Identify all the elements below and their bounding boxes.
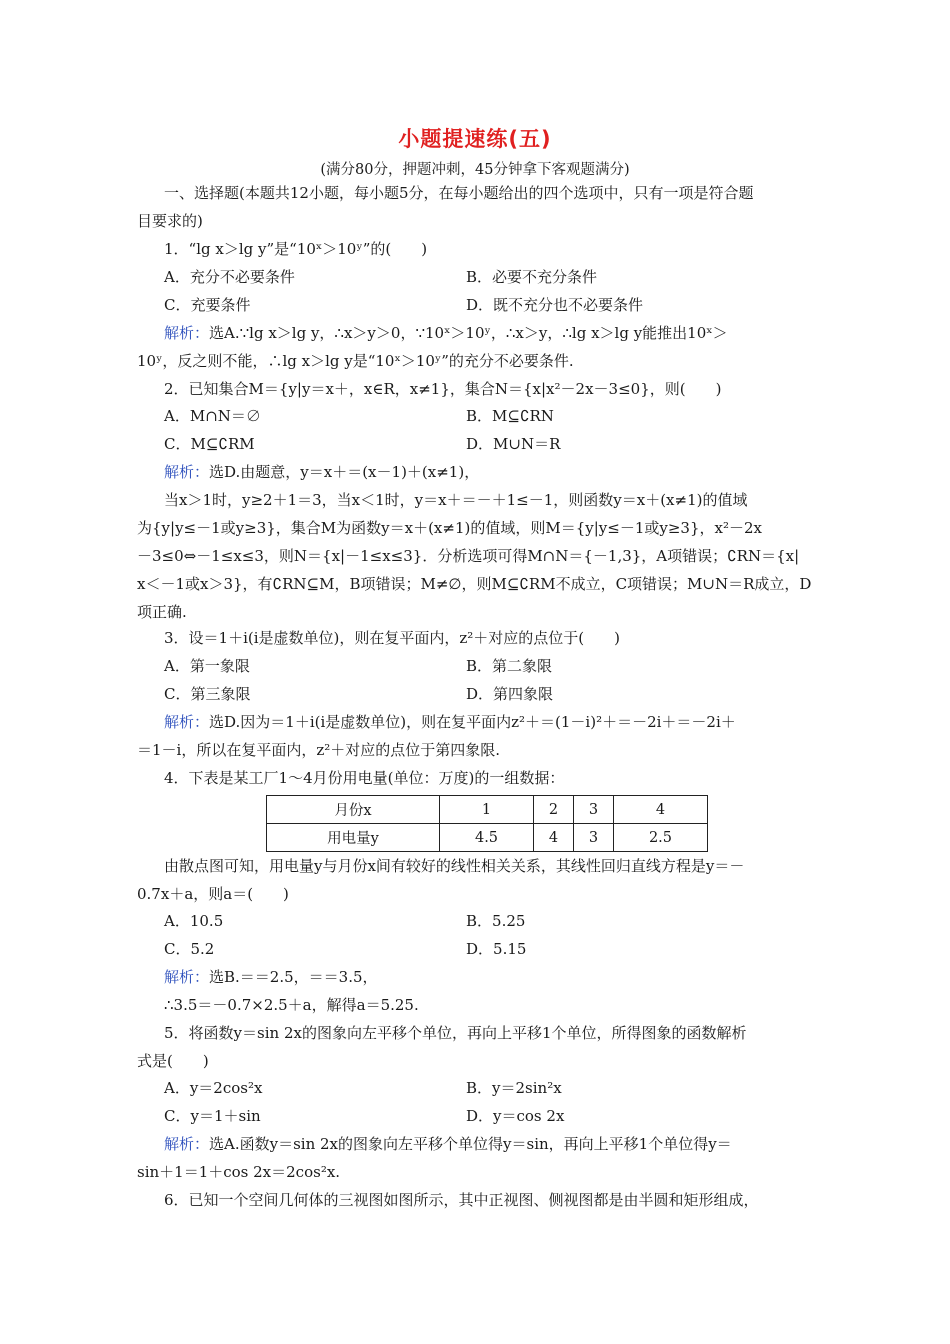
table-cell: 3 [573, 824, 613, 852]
analysis-label: 解析： [164, 463, 210, 481]
q2-option-a: A．M∩N＝∅ [164, 407, 261, 425]
q1-option-d: D．既不充分也不必要条件 [466, 296, 644, 314]
question-5-stem: 5．将函数y＝sin 2x的图象向左平移个单位，再向上平移1个单位，所得图象的函数解析 [164, 1024, 747, 1042]
table-cell: 2.5 [613, 824, 707, 852]
table-cell: 3 [573, 796, 613, 824]
table-cell: 1 [440, 796, 534, 824]
table-cell: 4.5 [440, 824, 534, 852]
q1-analysis [164, 323, 728, 343]
q2-analysis-text: 为{y|y≤－1或y≥3}，集合M为函数y＝x＋(x≠1)的值域，则M＝{y|y≤－1或y≥3}，x²－2x [137, 519, 762, 537]
q3-analysis [164, 712, 736, 732]
q1-analysis-text: 10ʸ，反之则不能，∴lg x＞lg y是“10ˣ＞10ʸ”的充分不必要条件. [137, 352, 574, 370]
q1-option-c: C．充要条件 [164, 296, 251, 314]
question-6-stem: 6．已知一个空间几何体的三视图如图所示，其中正视图、侧视图都是由半圆和矩形组成， [164, 1191, 759, 1209]
table-row [267, 824, 708, 852]
q2-option-c: C．M⊆∁RM [164, 435, 255, 453]
question-2-stem: 2．已知集合M＝{y|y＝x＋，x∈R，x≠1}，集合N＝{x|x²－2x－3≤0}，则( ) [164, 380, 722, 398]
q2-analysis-text: 选D.由题意，y＝x＋＝(x－1)＋(x≠1)， [209, 463, 480, 481]
q5-analysis-text: 选A.函数y＝sin 2x的图象向左平移个单位得y＝sin，再向上平移1个单位得y＝ [209, 1135, 732, 1153]
q3-option-b: B．第二象限 [466, 657, 553, 675]
table-cell: 4 [534, 824, 574, 852]
q4-body: 0.7x＋a，则a＝( ) [137, 885, 289, 903]
q3-analysis-text: 选D.因为＝1＋i(i是虚数单位)，则在复平面内z²＋＝(1－i)²＋＝－2i＋＝－2i＋ [209, 713, 736, 731]
analysis-label: 解析： [164, 1135, 210, 1153]
table-header-cell: 用电量y [267, 824, 440, 852]
q4-option-a: A．10.5 [164, 912, 224, 930]
q4-option-c: C．5.2 [164, 940, 215, 958]
q2-option-b: B．M⊆∁RN [466, 407, 554, 425]
q2-analysis-text: x＜－1或x＞3}，有∁RN⊆M，B项错误；M≠∅，则M⊆∁RM不成立，C项错误；M∪N＝R成立，D [137, 575, 812, 593]
question-1-stem: 1．“lg x＞lg y”是“10ˣ＞10ʸ”的( ) [164, 240, 428, 258]
q5-option-c: C．y＝1＋sin [164, 1107, 261, 1125]
q3-option-d: D．第四象限 [466, 685, 554, 703]
table-row [267, 796, 708, 824]
table-header-cell: 月份x [267, 796, 440, 824]
q3-analysis-text: ＝1－i，所以在复平面内，z²＋对应的点位于第四象限. [137, 741, 501, 759]
q2-option-d: D．M∪N＝R [466, 435, 561, 453]
question-5-stem: 式是( ) [137, 1052, 209, 1070]
q4-analysis [164, 967, 378, 987]
section-intro: 目要求的) [137, 212, 203, 230]
q1-option-b: B．必要不充分条件 [466, 268, 598, 286]
page-subtitle: (满分80分，押题冲刺，45分钟拿下客观题满分) [320, 162, 630, 178]
question-4-stem: 4．下表是某工厂1～4月份用电量(单位：万度)的一组数据： [164, 769, 565, 787]
q1-option-a: A．充分不必要条件 [164, 268, 295, 286]
q4-analysis-text: 选B.＝＝2.5，＝＝3.5， [209, 968, 378, 986]
q2-analysis [164, 462, 479, 482]
q5-option-a: A．y＝2cos²x [164, 1079, 263, 1097]
section-intro: 一、选择题(本题共12小题，每小题5分，在每小题给出的四个选项中，只有一项是符合题 [164, 184, 754, 202]
q2-analysis-text: 项正确. [137, 603, 187, 621]
question-3-stem: 3．设＝1＋i(i是虚数单位)，则在复平面内，z²＋对应的点位于( ) [164, 629, 621, 647]
q4-body: 由散点图可知，用电量y与月份x间有较好的线性相关关系，其线性回归直线方程是y＝－ [164, 857, 745, 875]
data-table [266, 795, 708, 852]
q4-option-b: B．5.25 [466, 912, 526, 930]
q1-analysis-text: 选A.∵lg x＞lg y，∴x＞y＞0，∵10ˣ＞10ʸ，∴x＞y，∴lg x＞lg y能推出10ˣ＞ [209, 324, 728, 342]
table-cell: 4 [613, 796, 707, 824]
analysis-label: 解析： [164, 324, 210, 342]
q3-option-a: A．第一象限 [164, 657, 250, 675]
page-title: 小题提速练(五) [398, 127, 552, 151]
q5-analysis [164, 1134, 732, 1154]
q3-option-c: C．第三象限 [164, 685, 251, 703]
analysis-label: 解析： [164, 968, 210, 986]
q4-option-d: D．5.15 [466, 940, 527, 958]
q2-analysis-text: －3≤0⇔－1≤x≤3，则N＝{x|－1≤x≤3}．分析选项可得M∩N＝{－1,3}，A项错误；∁RN＝{x| [137, 547, 800, 565]
q5-analysis-text: sin＋1＝1＋cos 2x＝2cos²x. [137, 1163, 341, 1181]
analysis-label: 解析： [164, 713, 210, 731]
table-cell: 2 [534, 796, 574, 824]
q4-analysis-text: ∴3.5＝－0.7×2.5＋a，解得a＝5.25. [164, 996, 419, 1014]
q2-analysis-text: 当x＞1时，y≥2＋1＝3，当x＜1时，y＝x＋＝－＋1≤－1，则函数y＝x＋(x≠1)的值域 [164, 491, 748, 509]
q5-option-d: D．y＝cos 2x [466, 1107, 565, 1125]
q5-option-b: B．y＝2sin²x [466, 1079, 562, 1097]
